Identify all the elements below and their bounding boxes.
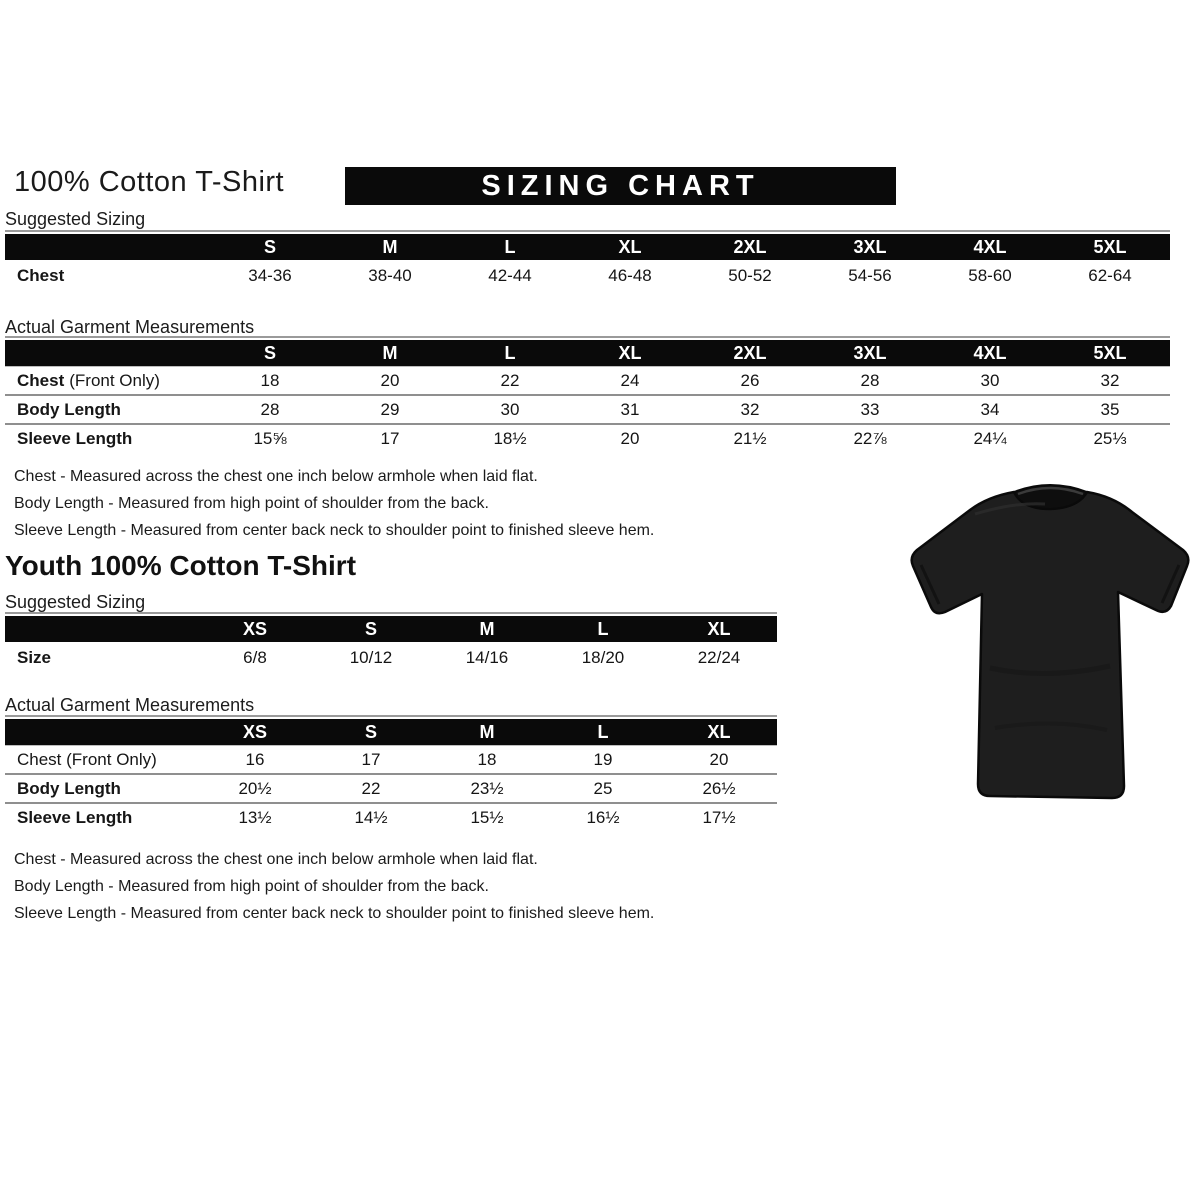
- size-header: 2XL: [733, 236, 767, 257]
- cell: 30: [500, 399, 520, 419]
- cell: 62-64: [1088, 266, 1132, 285]
- cell: 32: [1100, 370, 1120, 390]
- note-line: Chest - Measured across the chest one inch below armhole when laid flat.: [14, 468, 538, 485]
- note-line: Chest - Measured across the chest one inch below armhole when laid flat.: [14, 851, 538, 868]
- row-label: Body Length: [17, 399, 121, 419]
- cell: 35: [1100, 399, 1120, 419]
- cell: 28: [260, 399, 280, 419]
- cell: 20½: [238, 778, 272, 798]
- cell: 58-60: [968, 266, 1012, 285]
- note-line: Sleeve Length - Measured from center back neck to shoulder point to finished sleeve hem.: [14, 522, 655, 539]
- row-label: Chest (Front Only): [17, 370, 160, 390]
- size-header: XL: [618, 236, 642, 257]
- size-header: XS: [242, 618, 267, 639]
- youth-actual-measurements-label: Actual Garment Measurements: [5, 695, 255, 715]
- youth-suggested-header-row: [5, 616, 777, 642]
- cell: 15⅝: [253, 428, 287, 448]
- size-header: 5XL: [1093, 236, 1127, 257]
- cell: 22: [361, 778, 381, 798]
- cell: 54-56: [848, 266, 892, 285]
- adult-actual-header-row: [5, 340, 1170, 367]
- table-row-chest: [5, 260, 1170, 292]
- cell: 32: [740, 399, 760, 419]
- cell: 33: [860, 399, 880, 419]
- cell: 18: [260, 370, 280, 390]
- cell: 22/24: [697, 648, 741, 667]
- size-header: 2XL: [733, 342, 767, 363]
- size-header: 5XL: [1093, 342, 1127, 363]
- cell: 24¼: [973, 428, 1007, 448]
- cell: 20: [709, 749, 729, 769]
- cell: 26½: [702, 778, 736, 798]
- size-header: XL: [707, 721, 731, 742]
- size-header: 3XL: [853, 236, 887, 257]
- adult-measurement-notes: [14, 463, 654, 544]
- cell: 20: [620, 428, 640, 448]
- youth-actual-header-row: [5, 719, 777, 746]
- table-row-sleeve-length: [5, 423, 1170, 452]
- size-header: M: [479, 618, 495, 639]
- cell: 24: [620, 370, 640, 390]
- youth-measurement-notes: [14, 846, 654, 927]
- row-label: Body Length: [17, 778, 121, 798]
- size-header: L: [504, 236, 516, 257]
- cell: 25: [593, 778, 613, 798]
- note-line: Body Length - Measured from high point of shoulder from the back.: [14, 495, 489, 512]
- adult-actual-measurements-label: Actual Garment Measurements: [5, 317, 255, 337]
- cell: 21½: [733, 428, 767, 448]
- size-header: L: [597, 721, 609, 742]
- cell: 25⅓: [1093, 428, 1127, 448]
- cell: 18½: [493, 428, 527, 448]
- row-label: Sleeve Length: [17, 428, 133, 448]
- size-header: M: [382, 342, 398, 363]
- cell: 20: [380, 370, 400, 390]
- row-label: Chest: [17, 266, 65, 285]
- cell: 29: [380, 399, 400, 419]
- cell: 16½: [586, 807, 620, 827]
- table-row-size: [5, 642, 777, 674]
- size-header: 4XL: [973, 236, 1007, 257]
- adult-suggested-sizing-label: Suggested Sizing: [5, 209, 146, 229]
- note-line: Body Length - Measured from high point of shoulder from the back.: [14, 878, 489, 895]
- size-header: XL: [618, 342, 642, 363]
- cell: 6/8: [243, 648, 267, 667]
- adult-suggested-table: [5, 230, 1170, 292]
- table-row-sleeve-length: [5, 802, 777, 831]
- cell: 13½: [238, 807, 272, 827]
- size-header: 3XL: [853, 342, 887, 363]
- cell: 46-48: [608, 266, 652, 285]
- cell: 22: [500, 370, 520, 390]
- row-label: Chest (Front Only): [17, 749, 157, 769]
- note-line: Sleeve Length - Measured from center back neck to shoulder point to finished sleeve hem.: [14, 905, 655, 922]
- table-row-body-length: [5, 394, 1170, 423]
- youth-suggested-table: [5, 612, 777, 674]
- row-label: Sleeve Length: [17, 807, 133, 827]
- youth-suggested-sizing-label: Suggested Sizing: [5, 592, 146, 612]
- cell: 26: [740, 370, 760, 390]
- size-header: L: [597, 618, 609, 639]
- cell: 34-36: [248, 266, 292, 285]
- cell: 42-44: [488, 266, 532, 285]
- cell: 14½: [354, 807, 388, 827]
- size-header: M: [479, 721, 495, 742]
- row-label: Size: [17, 648, 52, 667]
- cell: 10/12: [349, 648, 393, 667]
- sizing-chart-banner: SIZING CHART: [345, 167, 896, 205]
- size-header: L: [504, 342, 516, 363]
- adult-actual-table: [5, 336, 1170, 452]
- table-row-chest: [5, 367, 1170, 394]
- cell: 18/20: [581, 648, 625, 667]
- size-header: M: [382, 236, 398, 257]
- cell: 50-52: [728, 266, 772, 285]
- cell: 15½: [470, 807, 504, 827]
- adult-suggested-header-row: [5, 234, 1170, 260]
- size-header: 4XL: [973, 342, 1007, 363]
- youth-actual-table: [5, 715, 777, 831]
- size-header: XS: [242, 721, 267, 742]
- size-header: S: [263, 236, 276, 257]
- cell: 17: [380, 428, 400, 448]
- size-header: S: [364, 721, 377, 742]
- cell: 31: [620, 399, 640, 419]
- size-header: XL: [707, 618, 731, 639]
- cell: 18: [477, 749, 497, 769]
- cell: 16: [245, 749, 265, 769]
- cell: 19: [593, 749, 613, 769]
- cell: 38-40: [368, 266, 412, 285]
- table-row-body-length: [5, 773, 777, 802]
- size-header: S: [263, 342, 276, 363]
- size-header: S: [364, 618, 377, 639]
- table-row-chest: [5, 746, 777, 773]
- cell: 17: [361, 749, 381, 769]
- youth-section-title: Youth 100% Cotton T-Shirt: [5, 550, 357, 581]
- page-title: 100% Cotton T-Shirt: [14, 166, 285, 198]
- cell: 14/16: [465, 648, 509, 667]
- tshirt-photo: [895, 468, 1195, 818]
- cell: 22⅞: [853, 428, 887, 448]
- cell: 17½: [702, 807, 736, 827]
- cell: 28: [860, 370, 880, 390]
- cell: 30: [980, 370, 1000, 390]
- cell: 23½: [470, 778, 504, 798]
- cell: 34: [980, 399, 1000, 419]
- tshirt-body: [912, 492, 1189, 798]
